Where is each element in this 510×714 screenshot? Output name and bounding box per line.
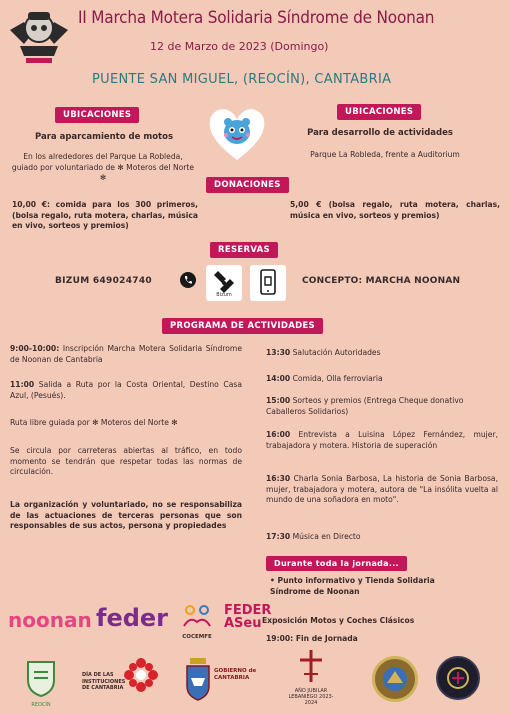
jubilar-logo (286, 648, 336, 708)
traffic-notice: Se circula por carreteras abiertas al tráfico, en todo momento se tendrán que respetar todas las normas de circulación. (10, 446, 242, 476)
schedule-time: 13:30 (266, 348, 291, 357)
ubicaciones-pill-right: UBICACIONES (337, 104, 421, 120)
donation-5: 5,00 € (bolsa regalo, ruta motera, charlas, música en vivo, sorteos y premios) (290, 200, 500, 220)
round-club-badge (372, 656, 418, 702)
jornada-item: • Punto informativo y Tienda Solidaria Síndrome de Noonan (270, 576, 470, 597)
bizum-logo (206, 265, 242, 301)
schedule-text: Comida, Olla ferroviaria (292, 374, 383, 383)
bizum-app-icon (250, 265, 286, 301)
schedule-text: Salutación Autoridades (292, 348, 381, 357)
event-location: PUENTE SAN MIGUEL, (REOCÍN), CANTABRIA (92, 72, 392, 87)
parking-heading: Para aparcamiento de motos (34, 132, 174, 142)
dia-instituciones-text: DÍA DE LAS INSTITUCIONES DE CANTABRIA (82, 672, 126, 691)
schedule-item (266, 474, 498, 506)
cocemfe-logo (178, 602, 216, 642)
schedule-item (10, 380, 242, 401)
schedule-time: 11:00 (10, 380, 35, 389)
schedule-text: Inscripción Marcha Motera Solidaria Síndrome de Noonan de Cantabria (10, 344, 242, 364)
schedule-text: Entrevista a Luisina López Fernández, mujer, trabajadora y motera. Historia de superación (266, 430, 498, 450)
schedule-time: 14:00 (266, 374, 291, 383)
schedule-time: 17:30 (266, 532, 291, 541)
activities-heading: Para desarrollo de actividades (307, 128, 453, 138)
schedule-text: Sorteos y premios (Entrega Cheque donativo Caballeros Solidarios) (266, 396, 464, 416)
event-date: 12 de Marzo de 2023 (Domingo) (150, 40, 329, 53)
schedule-item (266, 396, 502, 417)
programa-pill: PROGRAMA DE ACTIVIDADES (162, 318, 323, 334)
jornada-item: Exposición Motos y Coches Clásicos (262, 616, 415, 625)
gobierno-text: GOBIERNO de CANTABRIA (214, 668, 257, 681)
federaras-logo: FEDERASeu (224, 603, 272, 631)
bizum-concept: CONCEPTO: MARCHA NOONAN (302, 276, 461, 286)
phone-icon (180, 272, 196, 288)
noonan-logo: noonan (8, 608, 92, 632)
schedule-text: Salida a Ruta por la Costa Oriental, Destino Casa Azul, (Pesués). (10, 380, 242, 400)
schedule-item (266, 374, 502, 385)
reservas-pill: RESERVAS (210, 242, 278, 258)
cocemfe-text: COCEMFE (182, 634, 212, 640)
bizum-logo-text: Bizum (216, 292, 232, 298)
schedule-time: 9:00-10:00: (10, 344, 60, 353)
jornada-item: 19:00: Fin de Jornada (266, 634, 358, 643)
guided-route: Ruta libre guiada por ✻ Moteros del Norte ✻ (10, 418, 178, 427)
reocin-crest (24, 658, 58, 708)
donation-10: 10,00 €: comida para los 300 primeros, (bolsa regalo, ruta motera, charlas, música en vivo, sorteos y premios) (12, 200, 198, 230)
donaciones-pill: DONACIONES (206, 177, 289, 193)
schedule-time: 15:00 (266, 396, 291, 405)
feder-logo: feder (96, 604, 169, 632)
schedule-time: 16:30 (266, 474, 291, 483)
schedule-item (266, 348, 502, 359)
cantabria-crest (184, 656, 212, 702)
jornada-pill: Durante toda la jornada... (266, 556, 407, 571)
disclaimer: La organización y voluntariado, no se responsabiliza de las actuaciones de terceras personas que son responsables de sus actos, persona y propiedades (10, 500, 242, 530)
reocin-text: REOCÍN (31, 702, 51, 708)
schedule-item (10, 344, 242, 365)
schedule-time: 16:00 (266, 430, 291, 439)
moteros-logo (6, 4, 72, 66)
ubicaciones-pill-left: UBICACIONES (55, 107, 139, 123)
parking-body: En los alrededores del Parque La Robleda, guiado por voluntariado de ✻ Moteros del Norte ✻ (11, 152, 195, 182)
bizum-number: BIZUM 649024740 (55, 276, 152, 286)
flower-logo-icon (122, 656, 160, 694)
schedule-text: Música en Directo (292, 532, 361, 541)
heart-mascot-icon (206, 104, 268, 164)
event-title: II Marcha Motera Solidaria Síndrome de Noonan (78, 8, 435, 28)
caballeros-solidarios-badge (436, 656, 480, 700)
jubilar-text: AÑO JUBILAR LEBANIEGO 2023-2024 (288, 688, 334, 706)
schedule-text: Charla Sonia Barbosa, La historia de Sonia Barbosa, mujer, trabajadora y motera, autora de "La insólita vuelta al mundo de una soñadora en moto". (266, 474, 498, 504)
schedule-item (266, 430, 498, 451)
activities-body: Parque La Robleda, frente a Auditorium (310, 150, 460, 159)
schedule-item (266, 532, 502, 543)
